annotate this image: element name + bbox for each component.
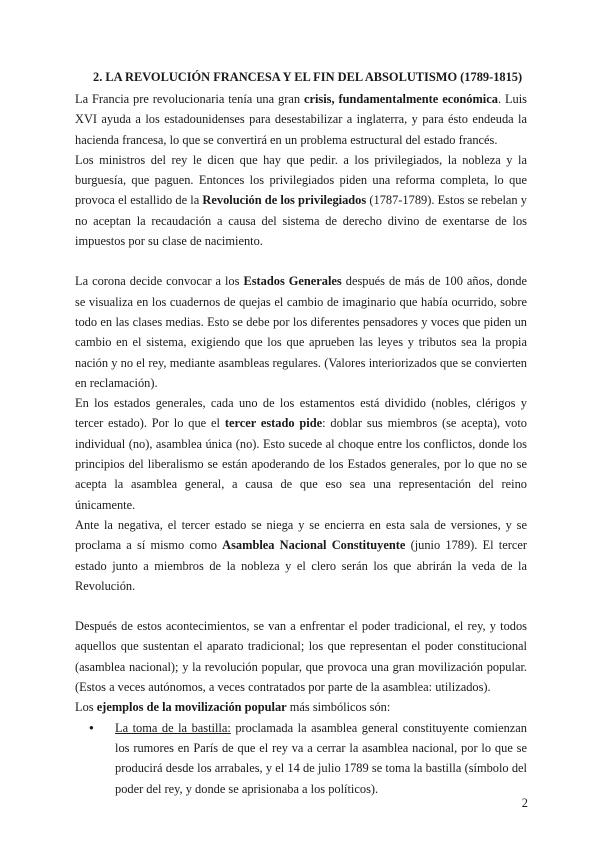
bold-term: Revolución de los privilegiados bbox=[202, 193, 367, 208]
examples-list bbox=[75, 718, 527, 799]
paragraph-text: después de más de 100 años, donde se visualiza en los cuadernos de quejas el cambio de imaginario que había ocurrido, sobre todo en las clases medias. Esto se debe por los diferentes pensadores y voces que piden un cambio en el sistema, exigiendo que los que aprueben las leyes y tributos sea la propia nación y no el rey, mediante asambleas regulares. (Valores interiorizados que se convierten en reclamación). bbox=[75, 274, 527, 390]
page-content bbox=[75, 68, 527, 799]
paragraph-text: Los bbox=[75, 700, 97, 715]
list-item-title: La toma de la bastilla: bbox=[115, 720, 231, 735]
bold-term: Asamblea Nacional Constituyente bbox=[222, 538, 406, 553]
list-item-bastilla bbox=[115, 718, 527, 799]
paragraph-enfrentamiento: Después de estos acontecimientos, se van a enfrentar el poder tradicional, el rey, y todos aquellos que sustentan el aparato tradicional; los que representan el poder constitucional (asamblea nacional); y la revolución popular, que provoca una gran movilización popular. (Estos a veces autónomos, a veces contratados por parte de la asamblea: utilizados). bbox=[75, 619, 527, 695]
paragraph-crisis bbox=[75, 89, 527, 150]
paragraph-text: (1787-1789). Estos se rebelan y no aceptan la recaudación a causa del sistema de derecho divino de exentarse de los impuestos por su clase de nacimiento. bbox=[75, 193, 528, 249]
paragraph-text: Los ministros del rey le dicen que hay que pedir. a los privilegiados, la nobleza y la burguesía, que paguen. Entonces los privilegiados piden una reforma completa, lo que provoca el estallido de la bbox=[75, 152, 527, 208]
section-title: 2. LA REVOLUCIÓN FRANCESA Y EL FIN DEL ABSOLUTISMO (1789-1815) bbox=[93, 70, 523, 84]
bold-term: Estados Generales bbox=[243, 274, 342, 289]
paragraph-text: . Luis XVI ayuda a los estadounidenses para desestabilizar a inglaterra, y para ésto endeuda la hacienda francesa, lo que se convertirá en un problema estructural del estado francés. bbox=[75, 92, 527, 147]
paragraph-estados-generales bbox=[75, 271, 527, 393]
paragraph-tercer-estado bbox=[75, 393, 527, 515]
paragraph-spacer bbox=[75, 596, 527, 616]
bold-term: ejemplos de la movilización popular bbox=[96, 700, 287, 715]
bold-term: crisis, fundamentalmente económica bbox=[303, 92, 498, 106]
paragraph-text: En los estados generales, cada uno de los estamentos está dividido (nobles, clérigos y tercer estado). Por lo que el bbox=[75, 396, 527, 431]
paragraph-text: (junio 1789). El tercer estado junto a miembros de la nobleza y el clero serán los que abrirán la veda de la Revolución. bbox=[75, 538, 527, 593]
paragraph-spacer bbox=[75, 251, 527, 271]
bold-term: tercer estado pide bbox=[224, 416, 323, 431]
paragraph-text: Ante la negativa, el tercer estado se niega y se encierra en esta sala de versiones, y se proclama a sí mismo como bbox=[75, 517, 527, 553]
list-item-text: proclamada la asamblea general constituyente comienzan los rumores en París de que el rey va a cerrar la asamblea nacional, por lo que se producirá desde los arrabales, y el 14 de julio 1789 se toma la bastilla (símbolo del poder del rey, y donde se aprisionaba a los políticos). bbox=[115, 720, 527, 796]
paragraph-text: La Francia pre revolucionaria tenía una gran bbox=[75, 92, 304, 106]
paragraph-privilegiados bbox=[75, 150, 527, 251]
paragraph-ejemplos bbox=[75, 697, 527, 717]
paragraph-asamblea bbox=[75, 515, 527, 596]
paragraph-text: más simbólicos són: bbox=[286, 700, 391, 715]
page-number: 2 bbox=[521, 796, 528, 810]
paragraph-text: La corona decide convocar a los bbox=[75, 274, 244, 289]
paragraph-text: : doblar sus miembros (se acepta), voto individual (no), asamblea única (no). Esto sucede al choque entre los conflictos, donde los principios del liberalismo se están apoderando de los Estados generales, por lo que no se acepta la asamblea general, a causa de que eso sea una representación del reino únicamente. bbox=[75, 416, 527, 512]
